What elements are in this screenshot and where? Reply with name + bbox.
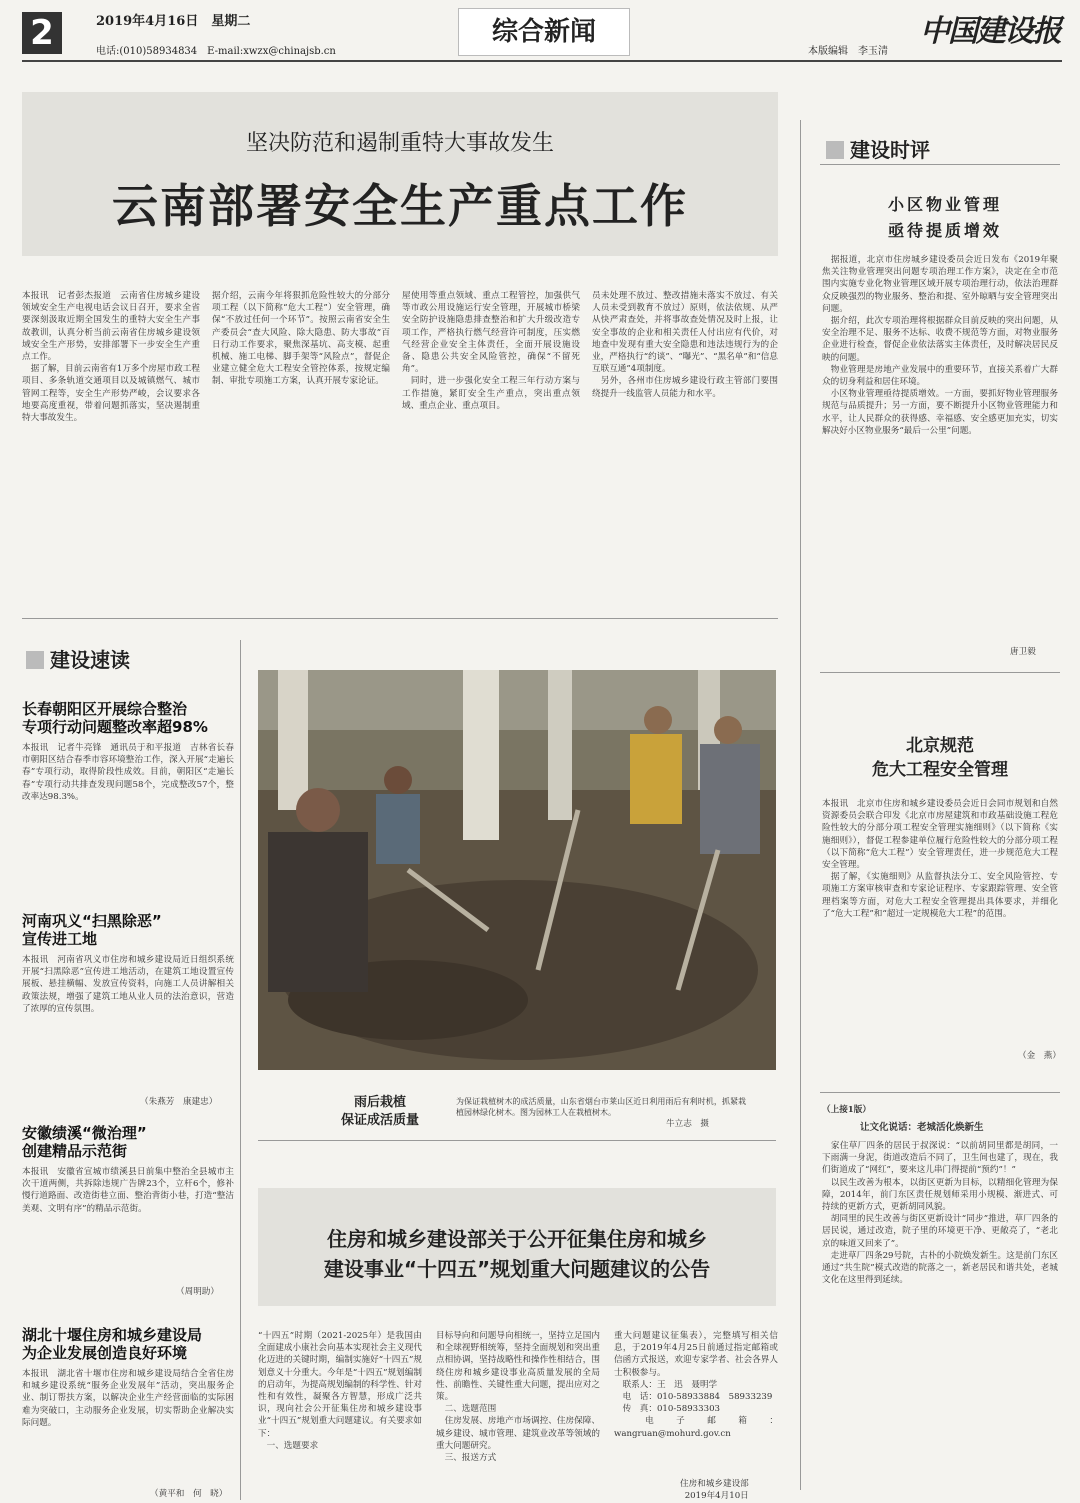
newspaper-logo: 中国建设报	[920, 14, 1060, 49]
lead-column-1: 本报讯 记者彭杰报道 云南省住房城乡建设领域安全生产电视电话会议日召开，要求全省要深刻汲取近期全国发生的重特大安全生产事故教训，认真分析当前云南省住房城乡建设领域安全生产形势，安排部署下一步安全生产重点工作。 据了解，目前云南省有1万多个房屋市政工程项目、多条轨道交通项目以及城镇燃气、城市管网工程等，安全生产形势严峻，会议要求各地要高度重视，带着问题抓落实，坚决遏制重特大事故发生。	[22, 291, 200, 424]
brief-body-changchun: 本报讯 记者牛亮锋 通讯员于和平报道 吉林省长春市朝阳区结合春季市容环境整治工作，深入开展“走遍长春”专项行动，取得阶段性成效。目前，朝阳区“走遍长春”专项行动共排查发现问题58个，完成整改57个，整改率达98.3%。	[22, 743, 234, 802]
lead-column-4: 员未处理不放过、整改措施未落实不放过、有关人员未受到教育不放过）原则，依法依规、从严从快严肃查处，并将事故查处情况及时上报，让安全事故的企业和相关责任人付出应有代价，对地查中发现有重大安全隐患和违法违规行为的企业，严格执行“约谈”、“曝光”、“黑名单”和“信息互联互通”4项制度。 另外，各州市住房城乡建设行政主管部门要围绕提升一线监管人员能力和水平。	[592, 291, 778, 399]
brief-title-shiyan: 湖北十堰住房和城乡建设局 为企业发展创造良好环境	[22, 1326, 203, 1362]
jump-label: （上接1版）	[822, 1105, 871, 1115]
section-title: 综合新闻	[458, 8, 630, 56]
commentary-header-rule	[820, 164, 1060, 165]
brief-body-shiyan: 本报讯 湖北省十堰市住房和城乡建设局结合全省住房和城乡建设系统“服务企业发展年”活动，突出服务企业、制订帮扶方案，以解决企业生产经营面临的实际困难为突破口，主动服务企业发展，切实帮助企业解决实际问题。	[22, 1369, 234, 1428]
notice-column-2: 目标导向和问题导向相统一，坚持立足国内和全球视野相统筹，坚持全面规划和突出重点相协调，坚持战略性和操作性相结合，围绕住房和城乡建设事业高质量发展的全局性、前瞻性、关键性重大问题，提出应对之策。 二、选题范围 住房发展、房地产市场调控、住房保障、城乡建设、城市管理、建筑业改革等领域的重大问题研究。 三、报送方式	[436, 1331, 600, 1464]
news-photo	[258, 670, 776, 1070]
brief-body-jixi: 本报讯 安徽省宣城市绩溪县日前集中整治全县城市主次干道两侧，共拆除违规广告牌23个，立杆6个，修补慢行道路面、改造街巷立面、整治背街小巷，打造“整洁美观、文明有序”的精品示范街。	[22, 1167, 234, 1214]
beijing-article-title: 北京规范 危大工程安全管理	[872, 736, 1008, 780]
page-editor: 本版编辑 李玉清	[808, 46, 888, 57]
photo-credit: 牛立志 摄	[666, 1119, 709, 1129]
lead-bottom-rule	[22, 618, 778, 619]
notice-signature: 住房和城乡建设部 2019年4月10日	[680, 1479, 749, 1502]
briefs-section-header: 建设速读	[26, 644, 130, 673]
beijing-article-byline: （金 燕）	[1018, 1051, 1061, 1061]
notice-column-3: 重大问题建议征集表），完整填写相关信息，于2019年4月25日前通过指定邮箱或信函方式报送，欢迎专家学者、社会各界人士积极参与。 联系人：王 迅 聂明学 电 话：010-58933884 58933239 传 真：010-58933303 电子邮箱：wangruan@mohurd.gov.cn	[614, 1331, 778, 1439]
right-column-divider	[800, 120, 801, 1490]
brief-byline-jixi: （周明助）	[176, 1287, 219, 1297]
commentary-byline: 唐卫毅	[1010, 647, 1036, 657]
beijing-article-body: 本报讯 北京市住房和城乡建设委员会近日会同市规划和自然资源委员会联合印发《北京市房屋建筑和市政基础设施工程危险性较大的分部分项工程安全管理实施细则》（以下简称《实施细则》），督促工程参建单位履行危险性较大的分部分项工程（以下简称“危大工程”）安全管理责任，进一步规范危大工程安全管理。 据了解，《实施细则》从监督执法分工、安全风险管控、专项施工方案审核审查和专家论证程序、专家跟踪管理、安全管理档案等方面，对危大工程安全管理提出具体要求，并细化了“危大工程”和“超过一定规模危大工程”的范围。	[822, 799, 1058, 919]
section-marker-icon	[826, 141, 844, 159]
lead-column-2: 据介绍，云南今年将狠抓危险性较大的分部分项工程（以下简称“危大工程”）安全管理，确保“不放过任何一个环节”。按照云南省安全生产委员会“查大风险、除大隐患、防大事故”百日行动工作要求，聚焦深基坑、高支模、起重机械、施工电梯、脚手架等“风险点”，督促企业建立健全危大工程安全管控体系，按规定编制、审批专项施工方案，认真开展专家论证。	[212, 291, 390, 387]
section-marker-icon	[26, 651, 44, 669]
tree-planting-photo-illustration	[258, 670, 776, 1070]
commentary-body: 据报道，北京市住房城乡建设委员会近日发布《2019年聚焦关注物业管理突出问题专项治理工作方案》，决定在全市范围内实施专业化物业管理区域开展专项治理行动，依法治理群众反映强烈的物业服务、整治和提、室外晾晒与安全管理突出问题。 据介绍，此次专项治理将根据群众目前反映的突出问题，从安全治理不足、服务不达标、收费不规范等方面，对物业服务企业进行检查，督促企业依法落实主体责任，及时解决居民反映的问题。 物业管理是房地产业发展中的重要环节，直接关系着广大群众的切身利益和居住环境。 小区物业管理亟待提质增效。一方面，要抓好物业管理服务规范与品质提升；另一方面，要不断提升小区物业管理能力和水平，让人民群众的获得感、幸福感、安全感更加充实，切实解决好小区物业服务“最后一公里”问题。	[822, 255, 1058, 436]
jump-subtitle: 让文化说话：老城活化焕新生	[860, 1122, 984, 1133]
brief-title-changchun: 长春朝阳区开展综合整治 专项行动问题整改率超98%	[22, 700, 208, 736]
brief-byline-gongyi: （朱燕芳 康建忠）	[140, 1097, 218, 1107]
lead-kicker: 坚决防范和遏制重特大事故发生	[245, 131, 554, 156]
brief-body-gongyi: 本报讯 河南省巩义市住房和城乡建设局近日组织系统开展“扫黑除恶”宣传进工地活动，在建筑工地设置宣传展板、悬挂横幅、发放宣传资料，向施工人员讲解相关政策法规，增强了建筑工地从业人员的法治意识，营造了浓厚的宣传氛围。	[22, 955, 234, 1014]
briefs-column-divider	[240, 640, 241, 1500]
notice-headline-box	[258, 1188, 776, 1306]
commentary-section-header: 建设时评	[826, 134, 930, 163]
lead-headline-box	[22, 92, 778, 256]
notice-column-1: “十四五”时期（2021-2025年）是我国由全面建成小康社会向基本实现社会主义现代化迈进的关键时期，编制实施好“十四五”规划意义十分重大。今年是“十四五”规划编制的启动年，为提高规划编制的科学性、针对性和有效性，凝聚各方智慧，形成广泛共识，现向社会公开征集住房和城乡建设事业“十四五”规划重大问题建议。有关要求如下： 一、选题要求	[258, 1331, 422, 1451]
brief-title-jixi: 安徽绩溪“微治理” 创建精品示范街	[22, 1124, 147, 1160]
lead-column-3: 屋使用等重点领域、重点工程管控，加强供气等市政公用设施运行安全管理，开展城市桥梁安全防护设施隐患排查整治和扩大升级改造专项工作，严格执行燃气经营许可制度，压实燃气经营企业安全主体责任，全面开展设施设备、隐患公共安全风险管控，确保“不留死角”。 同时，进一步强化安全工程三年行动方案与工作措施，紧盯安全生产重点，突出重点领域、重点企业、重点项目。	[402, 291, 580, 411]
commentary-title: 小区物业管理 亟待提质增效	[887, 195, 1002, 240]
brief-title-gongyi: 河南巩义“扫黑除恶” 宣传进工地	[22, 912, 162, 948]
issue-date: 2019年4月16日 星期二	[96, 14, 251, 29]
beijing-bottom-rule	[820, 1092, 1060, 1093]
commentary-bottom-rule	[820, 672, 1060, 673]
page-number: 2	[22, 12, 62, 54]
brief-byline-shiyan: （黄平和 何 晓）	[150, 1489, 228, 1499]
jump-body: 家住草厂四条的居民于叔深说：“以前胡同里都是胡同，一下雨满一身泥，街道改造后不同了，卫生间也建了，现在，我们街道成了“网红”，要来这儿串门得提前“预约”！” 以民生改善为根本，以街区更新为目标，以精细化管理为保障，2014年，前门东区责任规划师采用小规模、渐进式、可持续的更新方式，更新胡同风貌。 胡同里的民生改善与街区更新设计“同步”推进，草厂四条的居民说，通过改造，院子里的环境更干净、更敞亮了，“老北京的味道又回来了”。 走进草厂四条29号院，古朴的小院焕发新生。这是前门东区通过“共生院”模式改造的院落之一，新老居民和谐共处，老城文化在这里得到延续。	[822, 1141, 1058, 1286]
photo-caption-body: 为保证栽植树木的成活质量，山东省烟台市莱山区近日利用雨后有利时机，抓紧栽植园林绿化树木。图为园林工人在栽植树木。	[456, 1097, 746, 1117]
photo-bottom-rule	[258, 1140, 776, 1141]
lead-title: 云南部署安全生产重点工作	[112, 179, 688, 233]
masthead-rule	[22, 60, 1062, 62]
contact-line: 电话:(010)58934834 E-mail:xwzx@chinajsb.cn	[96, 46, 336, 57]
photo-caption-title: 雨后栽植 保证成活质量	[340, 1095, 419, 1128]
notice-title: 住房和城乡建设部关于公开征集住房和城乡 建设事业“十四五”规划重大问题建议的公告	[323, 1227, 711, 1281]
